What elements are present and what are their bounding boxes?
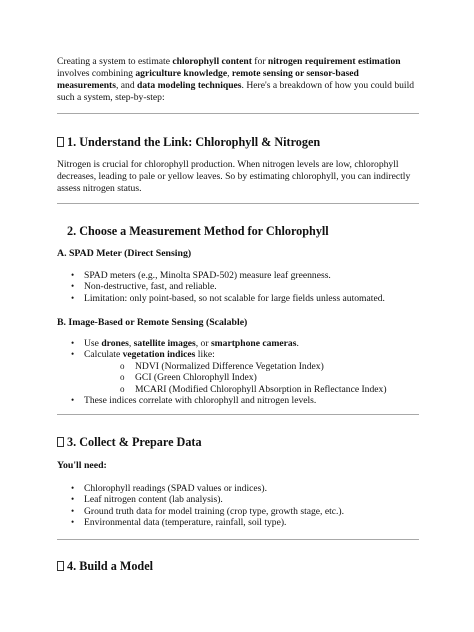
list-item: • These indices correlate with chlorophyll and nitrogen levels. — [57, 395, 419, 406]
intro-bold-text: nitrogen requirement estimation — [267, 56, 401, 67]
sublist-item: o MCARI (Modified Chlorophyll Absorption in Reflectance Index) — [112, 384, 419, 395]
intro-bold-text: chlorophyll content — [172, 56, 252, 67]
intro-bold-text: agriculture knowledge — [135, 68, 228, 79]
section-4-heading: 4. Build a Model — [57, 559, 419, 574]
section-3-heading: 3. Collect & Prepare Data — [57, 435, 419, 450]
intro-bold-text: data modeling techniques — [137, 80, 242, 91]
subsection-b-title: B. Image-Based or Remote Sensing (Scalable) — [57, 317, 248, 328]
list-item: • Calculate vegetation indices like: o NDVI (Normalized Difference Vegetation Index) o GCI (Green Chlorophyll Index) o MCARI (Modified Chlorophyll Absorption in Reflectance Index) — [57, 349, 419, 395]
sublist-item: o NDVI (Normalized Difference Vegetation Index) — [112, 361, 419, 372]
divider — [57, 539, 419, 540]
subsection-a-title: A. SPAD Meter (Direct Sensing) — [57, 248, 192, 259]
section-2-heading: 2. Choose a Measurement Method for Chlorophyll — [67, 224, 329, 238]
intro-bold-text: remote sensing or sensor-based measurements — [57, 68, 359, 91]
list-item: • SPAD meters (e.g., Minolta SPAD-502) measure leaf greenness. — [57, 270, 419, 281]
intro-paragraph — [57, 56, 419, 104]
divider — [57, 414, 419, 415]
intro-text: Creating a system to estimate — [57, 56, 173, 67]
missing-glyph-icon — [57, 437, 64, 447]
section-1-heading: 1. Understand the Link: Chlorophyll & Nitrogen — [57, 135, 419, 150]
subsection-b-list — [57, 338, 419, 406]
intro-text: , and — [115, 80, 138, 91]
intro-text: for — [251, 56, 268, 67]
section-3-list — [57, 483, 419, 529]
intro-text: , — [227, 68, 232, 79]
intro-text: . Here's a breakdown of how you could build such a system, step-by-step: — [57, 80, 415, 103]
missing-glyph-icon — [57, 561, 64, 571]
section-1-body: Nitrogen is crucial for chlorophyll production. When nitrogen levels are low, chlorophyll decreases, leading to pale or yellow leaves. So by estimating chlorophyll, you can indirectly assess nitrogen status. — [57, 159, 411, 194]
you-need-label: You'll need: — [57, 460, 107, 471]
subsection-a-list — [57, 270, 419, 304]
list-item: • Limitation: only point-based, so not scalable for large fields unless automated. — [57, 293, 419, 304]
intro-text: involves combining — [57, 68, 136, 79]
list-item: • Ground truth data for model training (crop type, growth stage, etc.). — [57, 506, 419, 517]
sublist-item: o GCI (Green Chlorophyll Index) — [112, 372, 419, 383]
list-item: • Use drones, satellite images, or smartphone cameras. — [57, 338, 419, 349]
list-item: • Environmental data (temperature, rainfall, soil type). — [57, 517, 419, 528]
list-item: • Non-destructive, fast, and reliable. — [57, 281, 419, 292]
divider — [57, 113, 419, 114]
list-item: • Chlorophyll readings (SPAD values or indices). — [57, 483, 419, 494]
list-item: • Leaf nitrogen content (lab analysis). — [57, 494, 419, 505]
divider — [57, 203, 419, 204]
indices-sublist — [84, 361, 419, 395]
missing-glyph-icon — [57, 137, 64, 147]
